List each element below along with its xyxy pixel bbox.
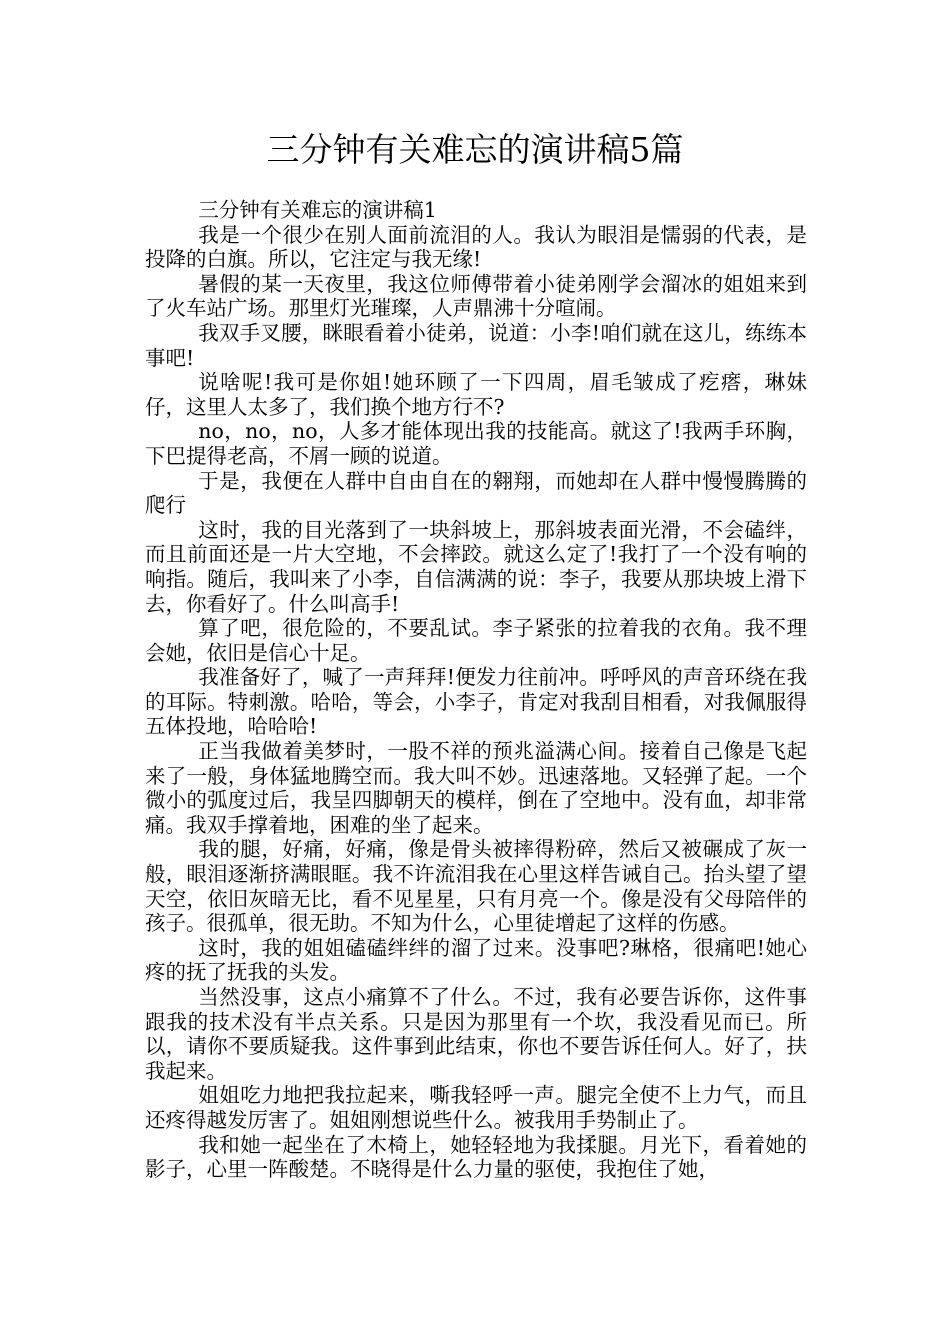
section-subheading: 三分钟有关难忘的演讲稿1 [198, 198, 437, 222]
paragraph: 我的腿，好痛，好痛，像是骨头被摔得粉碎，然后又被碾成了灰一般，眼泪逐渐挤满眼眶。我不许流泪我在心里这样告诫自己。抬头望了望天空，依旧灰暗无比，看不见星星，只有月亮一个。像是没有父母陪伴的孩子。很孤单，很无助。不知为什么，心里徒增起了这样的伤感。 [145, 837, 807, 936]
paragraph: 算了吧，很危险的，不要乱试。李子紧张的拉着我的衣角。我不理会她，依旧是信心十足。 [145, 616, 807, 665]
paragraph: 于是，我便在人群中自由自在的翱翔，而她却在人群中慢慢腾腾的爬行 [145, 468, 807, 518]
document-body [145, 198, 807, 1182]
paragraph: 暑假的某一天夜里，我这位师傅带着小徒弟刚学会溜冰的姐姐来到了火车站广场。那里灯光璀璨，人声鼎沸十分喧闹。 [145, 271, 807, 321]
paragraph: 我双手叉腰，眯眼看着小徒弟，说道：小李!咱们就在这儿，练练本事吧! [145, 320, 807, 370]
paragraph: 当然没事，这点小痛算不了什么。不过，我有必要告诉你，这件事跟我的技术没有半点关系。只是因为那里有一个坎，我没看见而已。所以，请你不要质疑我。这件事到此结束，你也不要告诉任何人。好了，扶我起来。 [145, 985, 807, 1083]
paragraph: 这时，我的目光落到了一块斜坡上，那斜坡表面光滑，不会磕绊，而且前面还是一片大空地，不会摔跤。就这么定了!我打了一个没有响的响指。随后，我叫来了小李，自信满满的说：李子，我要从那块坡上滑下去，你看好了。什么叫高手! [145, 517, 807, 616]
document-title: 三分钟有关难忘的演讲稿5篇 [266, 130, 684, 169]
paragraph: no，no，no，人多才能体现出我的技能高。就这了!我两手环胸，下巴提得老高，不屑一顾的说道。 [145, 419, 807, 468]
paragraph: 我和她一起坐在了木椅上，她轻轻地为我揉腿。月光下，看着她的影子，心里一阵酸楚。不晓得是什么力量的驱使，我抱住了她， [145, 1132, 807, 1182]
paragraph: 这时，我的姐姐磕磕绊绊的溜了过来。没事吧?琳格，很痛吧!她心疼的抚了抚我的头发。 [145, 935, 807, 985]
paragraph: 说啥呢!我可是你姐!她环顾了一下四周，眉毛皱成了疙瘩，琳妹仔，这里人太多了，我们换个地方行不? [145, 370, 807, 419]
paragraph: 正当我做着美梦时，一股不祥的预兆溢满心间。接着自己像是飞起来了一般，身体猛地腾空而。我大叫不妙。迅速落地。又轻弹了起。一个微小的弧度过后，我呈四脚朝天的模样，倒在了空地中。没有血，却非常痛。我双手撑着地，困难的坐了起来。 [145, 739, 807, 837]
paragraph: 我准备好了，喊了一声拜拜!便发力往前冲。呼呼风的声音环绕在我的耳际。特刺激。哈哈，等会，小李子，肯定对我刮目相看，对我佩服得五体投地，哈哈哈! [145, 665, 807, 739]
paragraph: 我是一个很少在别人面前流泪的人。我认为眼泪是懦弱的代表，是投降的白旗。所以，它注定与我无缘! [145, 222, 807, 272]
paragraph: 姐姐吃力地把我拉起来，嘶我轻呼一声。腿完全使不上力气，而且还疼得越发厉害了。姐姐刚想说些什么。被我用手势制止了。 [145, 1083, 807, 1132]
